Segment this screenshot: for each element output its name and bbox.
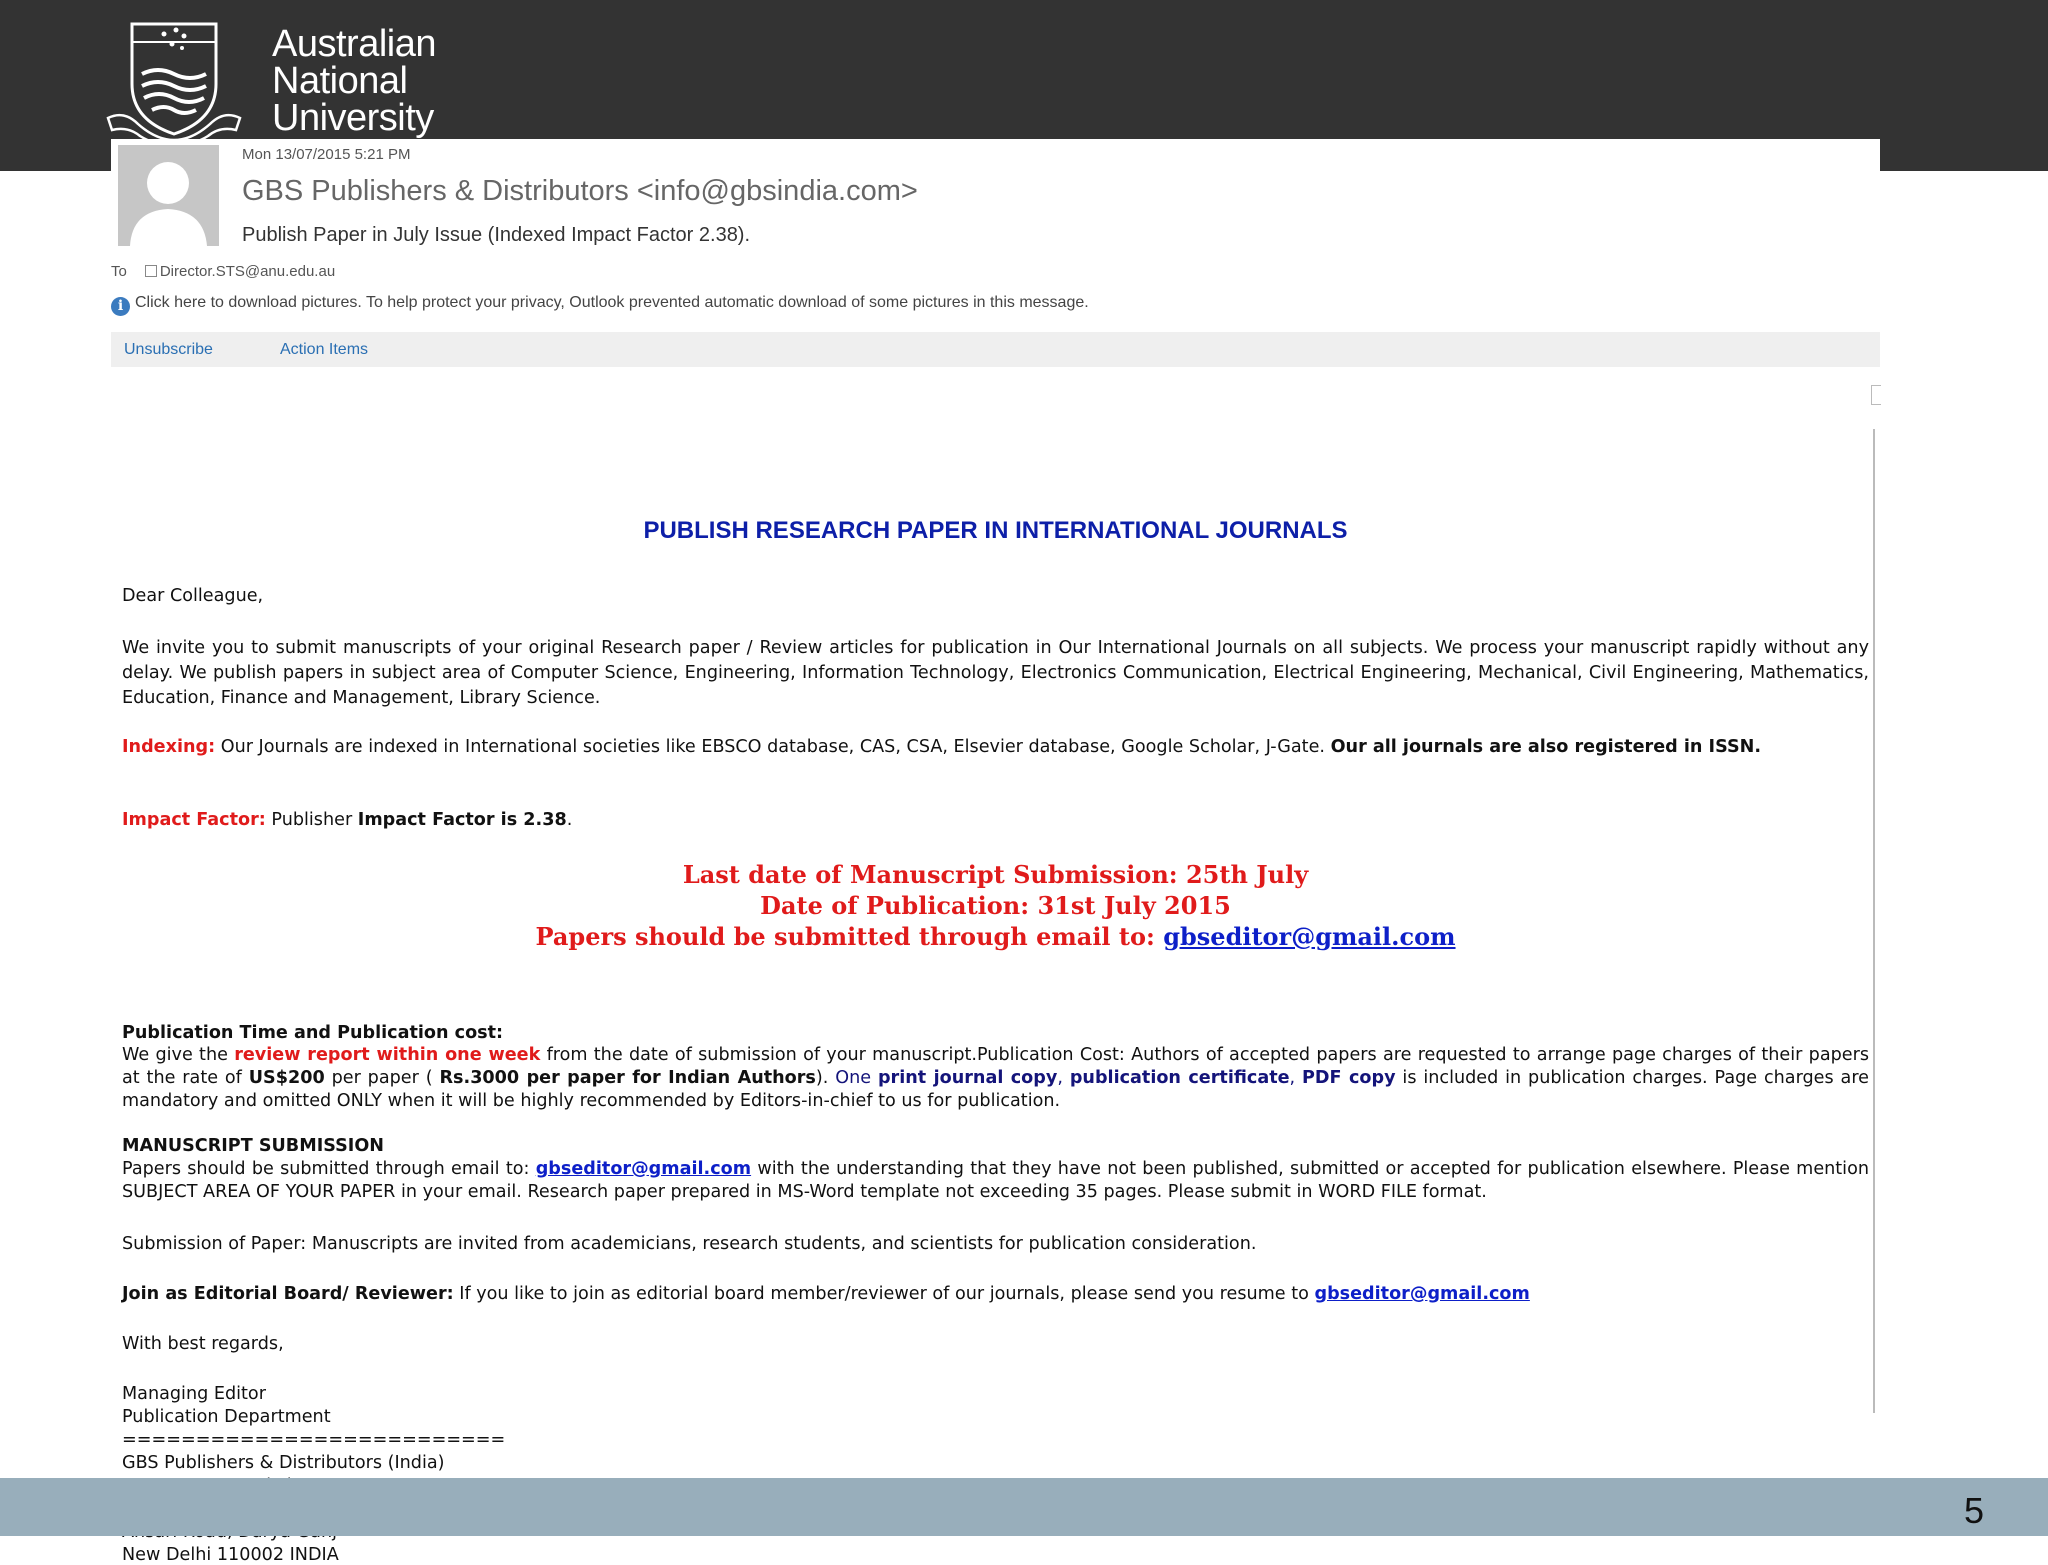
- download-pictures-bar[interactable]: [111, 294, 1089, 316]
- pub-text: ,: [1289, 1068, 1303, 1088]
- pub-text: ,: [1057, 1068, 1070, 1088]
- submit-email-line: [122, 922, 1869, 951]
- pub-text: from the date of submission of your manuscript.Publication Cost: Authors of accepted papers are requested to arrange page charges of their papers at the rate of: [122, 1045, 1870, 1088]
- manuscript-heading: MANUSCRIPT SUBMISSION: [122, 1136, 385, 1156]
- email-screenshot: [111, 139, 1880, 1565]
- sender-avatar: [118, 145, 219, 246]
- signature-line: GBS Publishers & Distributors (India): [122, 1453, 445, 1473]
- pub-text: per paper (: [324, 1068, 440, 1088]
- pub-text: ).: [815, 1068, 836, 1088]
- action-bar: [111, 332, 1880, 367]
- indexing-paragraph: [122, 735, 1869, 760]
- footer-band: [0, 1478, 2048, 1536]
- impact-paragraph: [122, 810, 1869, 830]
- pub-text: is included in publication charges. Page charges are mandatory and omitted ONLY when it will be highly recommended by Editors-in-chief to us for publication.: [122, 1068, 1870, 1111]
- signature-line: New Delhi 110002 INDIA: [122, 1545, 339, 1565]
- signature-line: Publication Department: [122, 1407, 331, 1427]
- to-label: To: [111, 263, 127, 280]
- unsubscribe-link[interactable]: Unsubscribe: [124, 341, 213, 358]
- pub-text: One: [835, 1068, 878, 1088]
- impact-end: .: [566, 810, 573, 830]
- signature-separator: ==========================: [122, 1430, 506, 1450]
- journal-copy-item: print journal copy: [877, 1068, 1058, 1088]
- join-paragraph: [122, 1284, 1869, 1304]
- email-heading: PUBLISH RESEARCH PAPER IN INTERNATIONAL JOURNALS: [643, 517, 1348, 544]
- person-silhouette-icon: [118, 145, 219, 246]
- impact-value: Impact Factor is 2.38: [357, 810, 567, 830]
- review-time-highlight: review report within one week: [234, 1045, 541, 1065]
- scroll-button[interactable]: [1871, 385, 1881, 405]
- email-sender[interactable]: GBS Publishers & Distributors <info@gbsindia.com>: [242, 175, 918, 207]
- checkbox-icon[interactable]: [145, 265, 157, 277]
- email-recipients: [111, 263, 335, 280]
- indexing-text: Our Journals are indexed in International societies like EBSCO database, CAS, CSA, Elsevier database, Google Scholar, J-Gate.: [215, 737, 1331, 757]
- institution-line: University: [272, 97, 434, 139]
- institution-line: Australian: [272, 23, 436, 65]
- publication-date-line: Date of Publication: 31st July 2015: [760, 891, 1231, 920]
- impact-label: Impact Factor:: [122, 810, 266, 830]
- pub-text: We give the: [122, 1045, 235, 1065]
- join-label: Join as Editorial Board/ Reviewer:: [122, 1284, 454, 1304]
- action-items-link[interactable]: Action Items: [280, 341, 369, 358]
- ms-text: Papers should be submitted through email to:: [122, 1159, 536, 1179]
- join-text: If you like to join as editorial board member/reviewer of our journals, please send you resume to: [453, 1284, 1315, 1304]
- email-date: Mon 13/07/2015 5:21 PM: [242, 146, 411, 163]
- pdf-copy-item: PDF copy: [1302, 1068, 1396, 1088]
- indexing-label: Indexing:: [122, 737, 216, 757]
- institution-line: National: [272, 60, 408, 102]
- scrollbar[interactable]: [1873, 429, 1875, 1413]
- publication-cost-paragraph: [122, 1044, 1869, 1113]
- manuscript-paragraph: [122, 1158, 1869, 1204]
- submission-paragraph: Submission of Paper: Manuscripts are invited from academicians, research students, and scientists for publication consideration.: [122, 1234, 1257, 1254]
- download-pictures-text[interactable]: Click here to download pictures. To help protect your privacy, Outlook prevented automatic download of some pictures in this message.: [135, 294, 1089, 311]
- regards: With best regards,: [122, 1334, 284, 1354]
- info-icon: i: [111, 297, 130, 316]
- email-subject: Publish Paper in July Issue (Indexed Impact Factor 2.38).: [242, 224, 751, 246]
- greeting: Dear Colleague,: [122, 586, 264, 606]
- price-inr: Rs.3000 per paper for Indian Authors: [439, 1068, 816, 1088]
- ms-email-link[interactable]: gbseditor@gmail.com: [535, 1159, 752, 1179]
- slide-number: 5: [1963, 1490, 1984, 1531]
- submit-email-prompt: Papers should be submitted through email to:: [535, 922, 1164, 951]
- pub-time-heading: Publication Time and Publication cost:: [122, 1023, 504, 1043]
- recipient-address[interactable]: Director.STS@anu.edu.au: [159, 263, 336, 280]
- institution-name: [272, 23, 436, 139]
- join-email-link[interactable]: gbseditor@gmail.com: [1314, 1284, 1530, 1304]
- deadline-line: Last date of Manuscript Submission: 25th July: [682, 860, 1309, 889]
- intro-paragraph: We invite you to submit manuscripts of your original Research paper / Review articles for publication in Our International Journals on all subjects. We process your manuscript rapidly without any delay. We publish papers in subject area of Computer Science, Engineering, Information Technology, Electronics Communication, Electrical Engineering, Mechanical, Civil Engineering, Mathematics, Education, Finance and Management, Library Science.: [122, 638, 1869, 708]
- anu-crest-logo: [104, 22, 244, 144]
- ms-text: with the understanding that they have not been published, submitted or accepted for publication elsewhere. Please mention SUBJECT AREA OF YOUR PAPER in your email. Research paper prepared in MS-Word template not exceeding 35 pages. Please submit in WORD FILE format.: [122, 1159, 1869, 1202]
- submit-email-link[interactable]: gbseditor@gmail.com: [1163, 922, 1456, 951]
- certificate-item: publication certificate: [1069, 1068, 1290, 1088]
- issn-note: Our all journals are also registered in ISSN.: [1330, 737, 1762, 757]
- impact-text: Publisher: [265, 810, 358, 830]
- signature-line: Managing Editor: [122, 1384, 266, 1404]
- price-usd: US$200: [248, 1068, 325, 1088]
